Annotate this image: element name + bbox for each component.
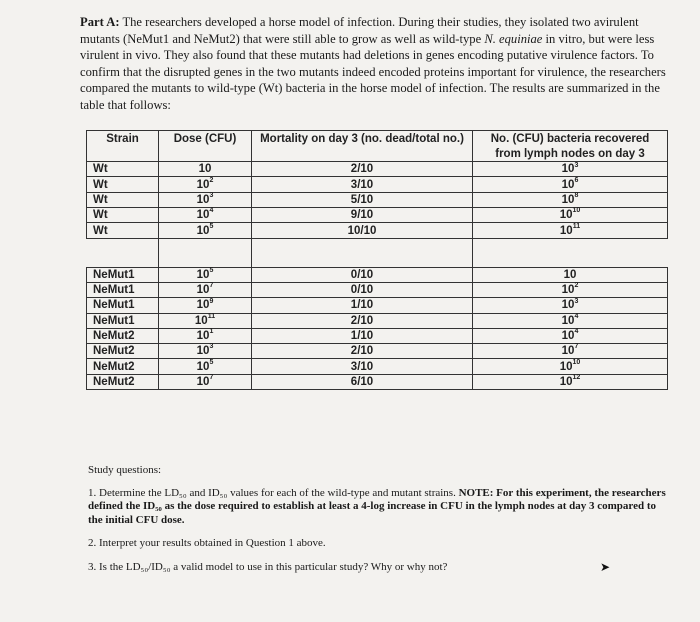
table-row — [87, 298, 668, 313]
strain-cell: NeMut1 — [87, 282, 159, 297]
dose-cell: $10^3$ — [159, 344, 252, 359]
table-row — [87, 328, 668, 343]
strain-cell: Wt — [87, 208, 159, 223]
part-label: Part A: — [80, 15, 120, 29]
table-row — [87, 282, 668, 297]
cfu-cell: $10^3$ — [473, 298, 668, 313]
mortality-cell: 2/10 — [252, 162, 473, 177]
dose-cell: $10^2$ — [159, 177, 252, 192]
dose-cell: $10^5$ — [159, 359, 252, 374]
cfu-cell: $10^{12}$ — [473, 374, 668, 389]
header-strain: Strain — [87, 131, 159, 162]
strain-cell: NeMut2 — [87, 374, 159, 389]
header-mortality-label: Mortality on day 3 (no. dead/total no.) — [260, 133, 464, 145]
intro-paragraph — [80, 14, 670, 113]
question-1-note: NOTE: For this experiment, the researchers defined the ID₅₀ as the dose required to establish at least a 4-log increase in CFU in the lymph nodes at day 3 compared to the initial CFU dose. — [88, 486, 666, 526]
table-gap — [87, 238, 668, 267]
strain-cell: Wt — [87, 192, 159, 207]
table-row — [87, 267, 668, 282]
strain-cell: NeMut2 — [87, 328, 159, 343]
mortality-cell: 0/10 — [252, 282, 473, 297]
cfu-cell: $10^4$ — [473, 313, 668, 328]
intro-text-1: The researchers developed a horse model of infection. During their studies, they isolated two avirulent mutants (NeMut1 and NeMut2) that were still able to grow as well as wild-type — [80, 15, 639, 46]
mortality-cell: 2/10 — [252, 344, 473, 359]
table-row — [87, 192, 668, 207]
mortality-cell: 9/10 — [252, 208, 473, 223]
cfu-cell: $10^2$ — [473, 282, 668, 297]
wt-rows — [87, 162, 668, 238]
header-mortality — [252, 131, 473, 162]
table-row — [87, 177, 668, 192]
cfu-cell: $10^6$ — [473, 177, 668, 192]
strain-cell: NeMut1 — [87, 313, 159, 328]
table-row — [87, 162, 668, 177]
spacer-row — [87, 238, 668, 267]
cfu-cell: $10^{10}$ — [473, 208, 668, 223]
question-3: 3. Is the LD₅₀/ID₅₀ a valid model to use in this particular study? Why or why not? — [88, 560, 448, 573]
table-row — [87, 313, 668, 328]
mutant-rows — [87, 267, 668, 389]
dose-cell: $10^{11}$ — [159, 313, 252, 328]
strain-cell: Wt — [87, 177, 159, 192]
mortality-cell: 6/10 — [252, 374, 473, 389]
results-table — [86, 130, 668, 390]
mortality-cell: 1/10 — [252, 298, 473, 313]
header-cfu — [473, 131, 668, 162]
cfu-cell: $10^4$ — [473, 328, 668, 343]
dose-cell: $10^7$ — [159, 282, 252, 297]
strain-cell: Wt — [87, 162, 159, 177]
strain-cell: NeMut2 — [87, 359, 159, 374]
header-dose: Dose (CFU) — [159, 131, 252, 162]
questions-heading: Study questions: — [88, 464, 162, 476]
header-cfu-label: No. (CFU) bacteria recovered from lymph nodes on day 3 — [490, 133, 650, 160]
dose-cell: $10^4$ — [159, 208, 252, 223]
table-row — [87, 223, 668, 238]
dose-cell: $10^3$ — [159, 192, 252, 207]
cfu-cell: $10^{10}$ — [473, 359, 668, 374]
mortality-cell: 5/10 — [252, 192, 473, 207]
table-row — [87, 359, 668, 374]
cfu-cell: $10^3$ — [473, 162, 668, 177]
question-1 — [88, 487, 673, 528]
mortality-cell: 0/10 — [252, 267, 473, 282]
strain-cell: NeMut2 — [87, 344, 159, 359]
cfu-cell: $10^{11}$ — [473, 223, 668, 238]
mortality-cell: 2/10 — [252, 313, 473, 328]
study-questions — [88, 464, 673, 584]
table-header-row — [87, 131, 668, 162]
dose-cell: $10^7$ — [159, 374, 252, 389]
dose-cell: 10 — [159, 162, 252, 177]
mouse-pointer-icon: ➤ — [600, 560, 611, 574]
intro-text-2: in vitro, but were less virulent in vivo. They also found that these mutants had deletions in genes encoding putative virulence factors. To confirm that the disrupted genes in the two mutants indeed encoded proteins important for virulence, the researchers compared the mutants to wild-type (Wt) bacteria in the horse model of infection. The results are summarized in the table that follows: — [80, 31, 666, 112]
mortality-cell: 1/10 — [252, 328, 473, 343]
cfu-cell: $10^8$ — [473, 192, 668, 207]
strain-cell: NeMut1 — [87, 298, 159, 313]
table-row — [87, 374, 668, 389]
question-2: 2. Interpret your results obtained in Question 1 above. — [88, 537, 326, 549]
species-name: N. equiniae — [484, 31, 543, 46]
table-row — [87, 344, 668, 359]
table-row — [87, 208, 668, 223]
dose-cell: $10^1$ — [159, 328, 252, 343]
dose-cell: $10^9$ — [159, 298, 252, 313]
cfu-cell: 10 — [473, 267, 668, 282]
dose-cell: $10^5$ — [159, 223, 252, 238]
question-1-text: 1. Determine the LD₅₀ and ID₅₀ values for each of the wild-type and mutant strains. — [88, 486, 459, 499]
dose-cell: $10^5$ — [159, 267, 252, 282]
cfu-cell: $10^7$ — [473, 344, 668, 359]
mortality-cell: 3/10 — [252, 177, 473, 192]
strain-cell: NeMut1 — [87, 267, 159, 282]
mortality-cell: 3/10 — [252, 359, 473, 374]
mortality-cell: 10/10 — [252, 223, 473, 238]
strain-cell: Wt — [87, 223, 159, 238]
